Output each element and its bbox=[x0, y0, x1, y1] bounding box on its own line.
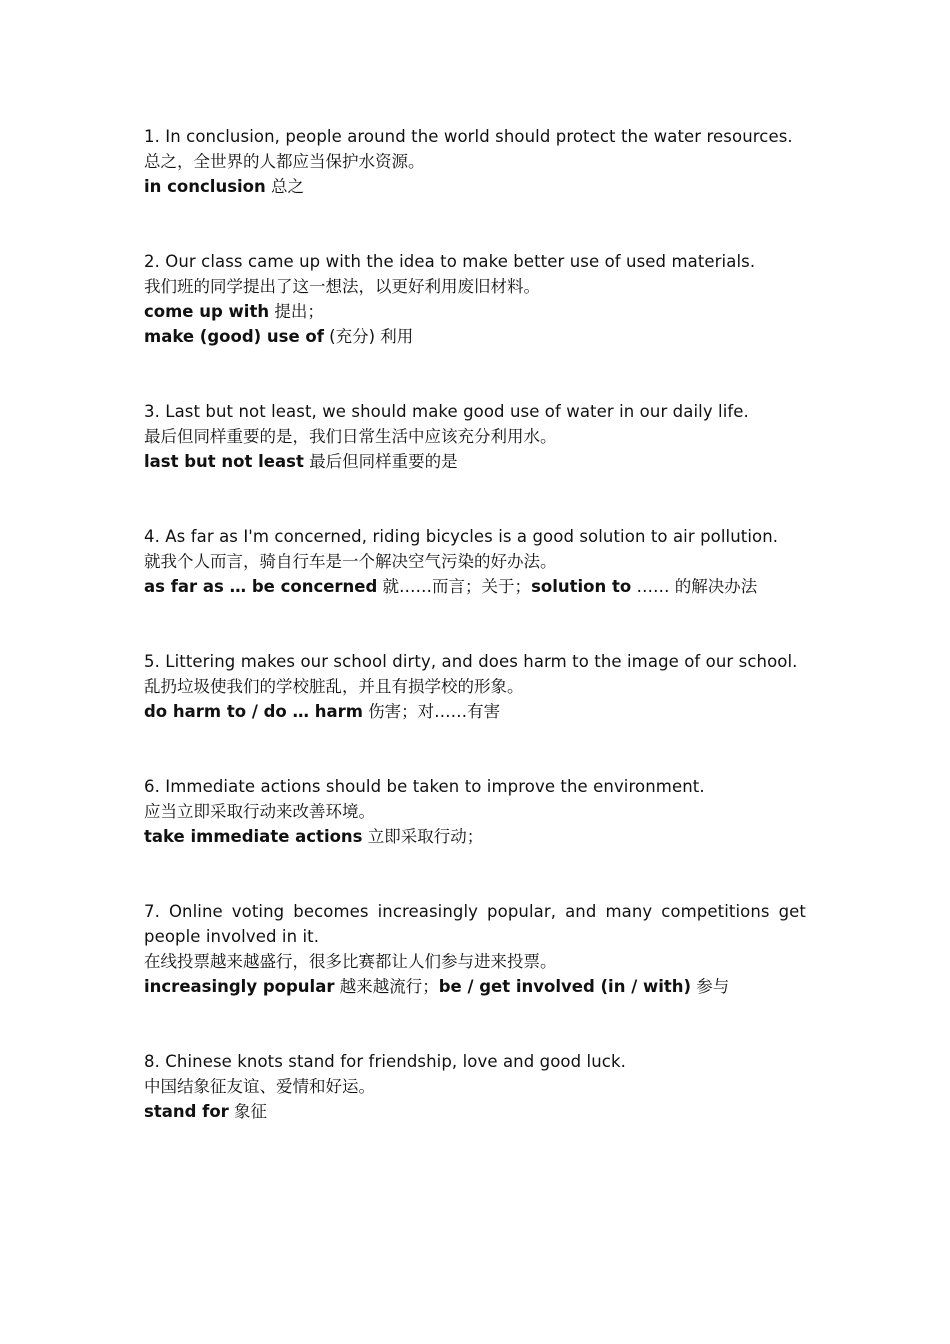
phrase-line bbox=[144, 449, 806, 474]
sentence-item-3 bbox=[144, 399, 806, 474]
document-body bbox=[144, 124, 806, 1124]
phrase-meaning: 提出； bbox=[269, 302, 324, 321]
key-phrase: stand for bbox=[144, 1102, 229, 1121]
english-sentence: 6. Immediate actions should be taken to improve the environment. bbox=[144, 777, 705, 796]
key-phrase: solution to bbox=[531, 577, 632, 596]
phrase-line bbox=[144, 974, 806, 999]
english-sentence: 7. Online voting becomes increasingly popular, and many competitions get people involved in it. bbox=[144, 902, 806, 946]
phrase-line bbox=[144, 824, 806, 849]
english-sentence: 2. Our class came up with the idea to make better use of used materials. bbox=[144, 252, 756, 271]
chinese-translation: 应当立即采取行动来改善环境。 bbox=[144, 802, 375, 821]
sentence-item-5 bbox=[144, 649, 806, 724]
phrase-line bbox=[144, 1099, 806, 1124]
chinese-translation: 我们班的同学提出了这一想法，以更好利用废旧材料。 bbox=[144, 277, 540, 296]
key-phrase: last but not least bbox=[144, 452, 304, 471]
phrase-meaning: 参与 bbox=[691, 977, 730, 996]
phrase-meaning: (充分) 利用 bbox=[323, 327, 414, 346]
chinese-translation: 乱扔垃圾使我们的学校脏乱，并且有损学校的形象。 bbox=[144, 677, 524, 696]
phrase-meaning: 最后但同样重要的是 bbox=[303, 452, 458, 471]
phrase-meaning: 伤害；对……有害 bbox=[362, 702, 501, 721]
key-phrase: in conclusion bbox=[144, 177, 266, 196]
chinese-translation: 在线投票越来越盛行，很多比赛都让人们参与进来投票。 bbox=[144, 952, 557, 971]
key-phrase: take immediate actions bbox=[144, 827, 363, 846]
sentence-item-6 bbox=[144, 774, 806, 849]
english-sentence: 8. Chinese knots stand for friendship, love and good luck. bbox=[144, 1052, 626, 1071]
phrase-line bbox=[144, 299, 806, 324]
phrase-line bbox=[144, 574, 806, 599]
chinese-translation: 中国结象征友谊、爱情和好运。 bbox=[144, 1077, 375, 1096]
phrase-meaning: 就……而言；关于； bbox=[377, 577, 532, 596]
phrase-meaning: …… 的解决办法 bbox=[631, 577, 758, 596]
phrase-meaning: 总之 bbox=[265, 177, 305, 196]
chinese-translation: 总之，全世界的人都应当保护水资源。 bbox=[144, 152, 425, 171]
phrase-line bbox=[144, 174, 806, 199]
key-phrase: be / get involved (in / with) bbox=[438, 977, 692, 996]
chinese-translation: 就我个人而言，骑自行车是一个解决空气污染的好办法。 bbox=[144, 552, 557, 571]
chinese-translation: 最后但同样重要的是，我们日常生活中应该充分利用水。 bbox=[144, 427, 557, 446]
phrase-line bbox=[144, 699, 806, 724]
english-sentence: 3. Last but not least, we should make good use of water in our daily life. bbox=[144, 402, 749, 421]
phrase-meaning: 越来越流行； bbox=[334, 977, 439, 996]
english-sentence: 5. Littering makes our school dirty, and does harm to the image of our school. bbox=[144, 652, 798, 671]
english-sentence: 1. In conclusion, people around the world should protect the water resources. bbox=[144, 127, 793, 146]
key-phrase: come up with bbox=[144, 302, 270, 321]
english-sentence: 4. As far as I'm concerned, riding bicycles is a good solution to air pollution. bbox=[144, 527, 779, 546]
key-phrase: do harm to / do … harm bbox=[144, 702, 363, 721]
key-phrase: as far as … be concerned bbox=[144, 577, 378, 596]
key-phrase: increasingly popular bbox=[144, 977, 335, 996]
sentence-item-2 bbox=[144, 249, 806, 349]
phrase-meaning: 象征 bbox=[228, 1102, 268, 1121]
phrase-meaning: 立即采取行动； bbox=[362, 827, 484, 846]
phrase-line bbox=[144, 324, 806, 349]
sentence-item-7 bbox=[144, 899, 806, 999]
sentence-item-1 bbox=[144, 124, 806, 199]
sentence-item-4 bbox=[144, 524, 806, 599]
sentence-item-8 bbox=[144, 1049, 806, 1124]
key-phrase: make (good) use of bbox=[144, 327, 324, 346]
